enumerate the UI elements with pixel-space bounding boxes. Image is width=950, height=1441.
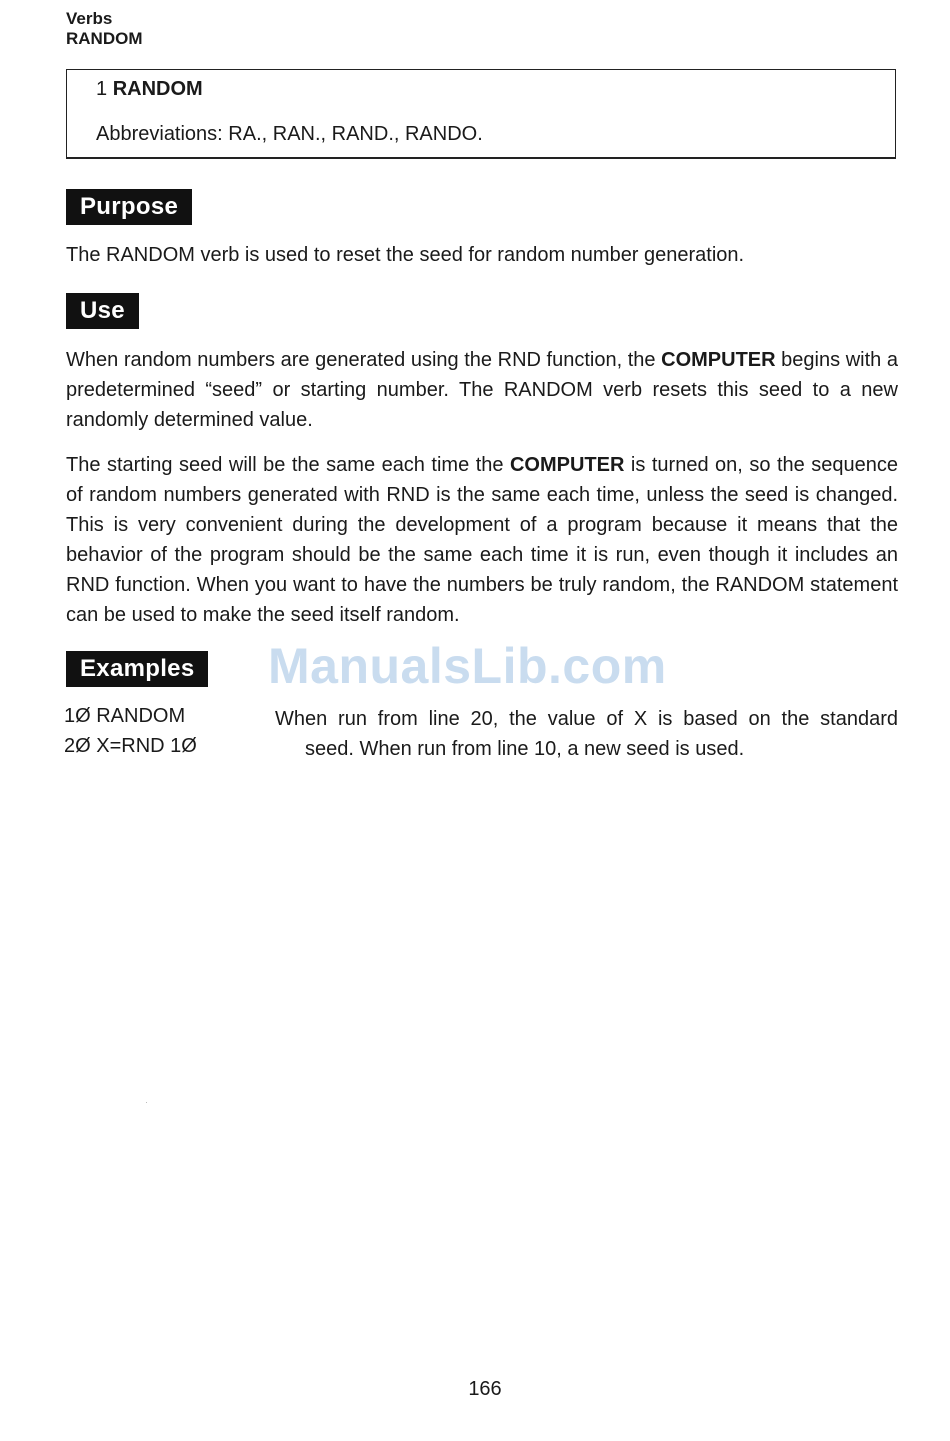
watermark: ManualsLib.com [268,638,667,694]
example-description-line-1: When run from line 20, the value of X is based on the standard [275,708,898,730]
use-paragraph-2: The starting seed will be the same each time the COMPUTER is turned on, so the sequence of random numbers generated with RND is the same each time, unless the seed is changed. This is very convenient during the development of a program because it means that the behavior of the program should be the same each time it is run, even though it includes an RND function. When you want to have the numbers be truly random, the RANDOM statement can be used to make the seed itself random. [66,454,898,626]
use-heading: Use [66,293,139,329]
example-code-line-1: 1Ø RANDOM [64,705,186,727]
example-description-line-2: seed. When run from line 10, a new seed is used. [305,738,745,760]
header-section: Verbs [66,9,113,28]
computer-bold: COMPUTER [661,349,776,371]
header-verb: RANDOM [66,29,143,48]
example-code-line-2: 2Ø X=RND 1Ø [64,735,197,757]
examples-heading: Examples [66,651,208,687]
example-description [275,704,898,764]
page-number: 166 [468,1378,502,1400]
verb-title [96,78,203,101]
purpose-text: The RANDOM verb is used to reset the seed for random number generation. [66,244,745,266]
verb-abbreviations: Abbreviations: RA., RAN., RAND., RANDO. [96,123,483,145]
purpose-heading: Purpose [66,189,192,225]
use-paragraph-1: When random numbers are generated using the RND function, the COMPUTER begins with a predetermined “seed” or starting number. The RANDOM verb resets this seed to a new randomly determined value. [66,349,898,431]
verb-summary-box [66,69,896,159]
running-header [66,9,143,49]
computer-bold: COMPUTER [509,454,625,476]
verb-number: 1 [96,78,108,100]
verb-name: RANDOM [112,78,203,100]
scan-speck [146,1102,147,1103]
